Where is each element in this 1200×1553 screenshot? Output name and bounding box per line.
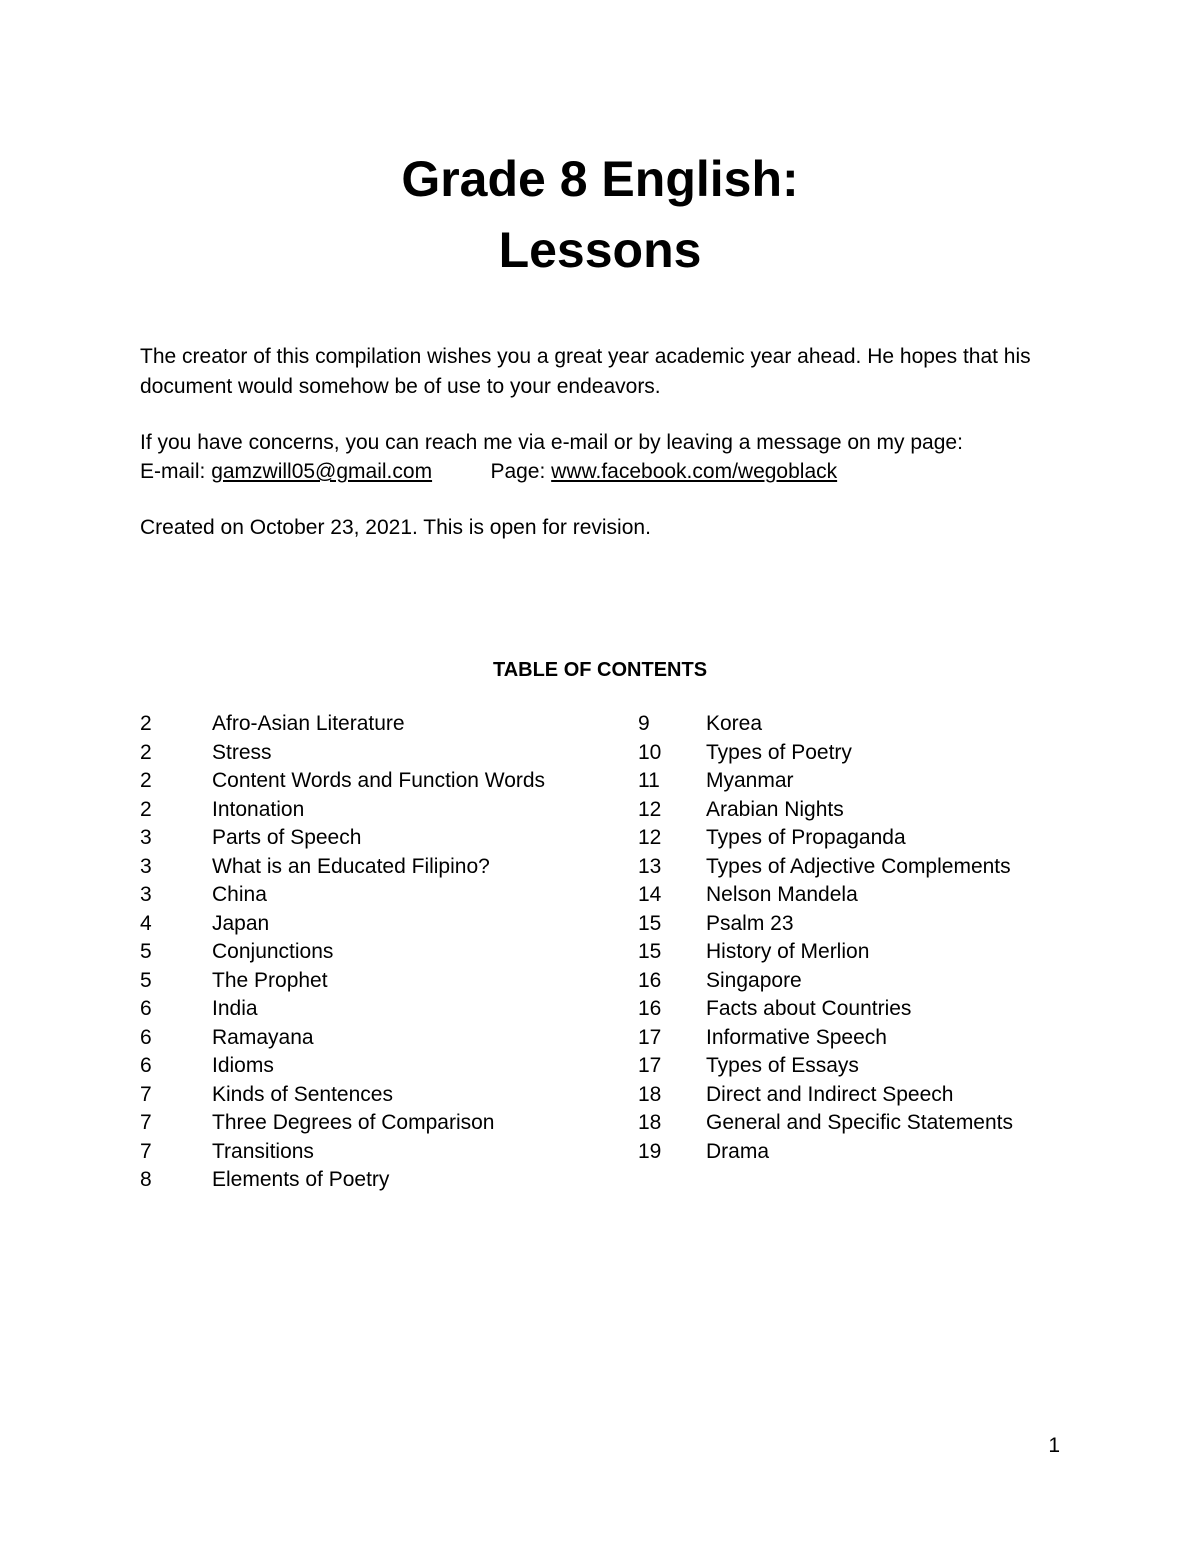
toc-entry-title: Kinds of Sentences xyxy=(212,1082,393,1106)
email-label: E-mail: xyxy=(140,460,212,483)
toc-page-number: 15 xyxy=(638,940,662,963)
toc-page-number: 5 xyxy=(140,968,152,992)
page-label: Page: xyxy=(490,460,552,483)
toc-entry-title: Elements of Poetry xyxy=(212,1168,390,1191)
toc-entry xyxy=(638,1024,1013,1053)
toc-entry-title: Stress xyxy=(212,740,272,764)
toc-entry-title: History of Merlion xyxy=(706,940,870,963)
toc-entry-title: Japan xyxy=(212,911,270,935)
toc-entry-title: Three Degrees of Comparison xyxy=(212,1111,495,1134)
toc-entry xyxy=(638,910,1013,939)
toc-entry-title: Nelson Mandela xyxy=(706,883,858,906)
toc-entry-title: India xyxy=(212,997,258,1020)
toc-entry xyxy=(638,881,1013,910)
toc-entry-title: Singapore xyxy=(706,968,802,992)
toc-entry xyxy=(638,1052,1013,1081)
toc-entry xyxy=(638,824,1013,853)
toc-page-number: 2 xyxy=(140,712,152,735)
toc-entry xyxy=(140,824,545,853)
toc-entry xyxy=(638,739,1013,768)
toc-page-number: 6 xyxy=(140,997,152,1020)
toc-page-number: 16 xyxy=(638,968,662,992)
toc-entry xyxy=(140,938,545,967)
toc-page-number: 12 xyxy=(638,797,662,821)
toc-page-number: 4 xyxy=(140,911,152,935)
toc-page-number: 6 xyxy=(140,1054,152,1077)
toc-entry-title: Afro-Asian Literature xyxy=(212,712,405,735)
toc-entry-title: Informative Speech xyxy=(706,1025,887,1049)
toc-page-number: 12 xyxy=(638,826,662,849)
toc-right-column xyxy=(638,710,1013,1166)
email-link[interactable]: gamzwill05@gmail.com xyxy=(211,460,433,483)
toc-entry-title: Drama xyxy=(706,1139,770,1163)
toc-page-number: 10 xyxy=(638,740,662,764)
toc-left-column xyxy=(140,710,545,1195)
toc-entry xyxy=(638,1109,1013,1138)
toc-entry-title: Transitions xyxy=(212,1139,314,1163)
toc-entry-title: Intonation xyxy=(212,797,305,821)
toc-page-number: 7 xyxy=(140,1082,152,1106)
toc-page-number: 18 xyxy=(638,1111,662,1134)
toc-entry xyxy=(638,853,1013,882)
page-number: 1 xyxy=(1048,1434,1060,1457)
toc-entry xyxy=(140,967,545,996)
toc-entry xyxy=(140,1166,545,1195)
concerns-paragraph: If you have concerns, you can reach me via e-mail or by leaving a message on my page: xyxy=(140,431,963,454)
toc-page-number: 7 xyxy=(140,1139,152,1163)
toc-entry xyxy=(638,1138,1013,1167)
toc-entry xyxy=(140,796,545,825)
toc-page-number: 11 xyxy=(638,769,660,792)
toc-entry-title: Ramayana xyxy=(212,1025,314,1049)
toc-entry-title: Types of Essays xyxy=(706,1054,859,1077)
toc-page-number: 5 xyxy=(140,940,152,963)
toc-entry xyxy=(140,881,545,910)
toc-entry xyxy=(140,1109,545,1138)
toc-heading: TABLE OF CONTENTS xyxy=(492,659,708,681)
toc-entry-title: The Prophet xyxy=(212,968,328,992)
toc-entry xyxy=(140,767,545,796)
toc-entry xyxy=(638,938,1013,967)
toc-entry-title: Arabian Nights xyxy=(706,797,844,821)
toc-entry xyxy=(638,767,1013,796)
created-note: Created on October 23, 2021. This is open for revision. xyxy=(140,516,651,539)
toc-entry xyxy=(140,910,545,939)
toc-entry xyxy=(638,1081,1013,1110)
toc-entry-title: General and Specific Statements xyxy=(706,1111,1014,1134)
toc-entry xyxy=(140,710,545,739)
toc-entry-title: Myanmar xyxy=(706,769,794,792)
toc-page-number: 15 xyxy=(638,911,662,935)
toc-entry xyxy=(638,995,1013,1024)
document-title-line-2: Lessons xyxy=(498,222,702,278)
toc-page-number: 3 xyxy=(140,883,152,906)
toc-page-number: 9 xyxy=(638,712,650,735)
toc-entry xyxy=(140,853,545,882)
toc-page-number: 18 xyxy=(638,1082,662,1106)
toc-page-number: 3 xyxy=(140,826,152,849)
toc-entry-title: Facts about Countries xyxy=(706,997,912,1020)
toc-entry xyxy=(638,967,1013,996)
toc-entry-title: Types of Propaganda xyxy=(706,826,906,849)
toc-entry-title: Content Words and Function Words xyxy=(212,769,546,792)
toc-entry xyxy=(140,1024,545,1053)
toc-page-number: 2 xyxy=(140,797,152,821)
toc-page-number: 17 xyxy=(638,1025,662,1049)
toc-page-number: 2 xyxy=(140,740,152,764)
toc-entry xyxy=(140,1052,545,1081)
contact-spacer xyxy=(432,460,490,483)
toc-entry xyxy=(638,710,1013,739)
toc-entry-title: Types of Poetry xyxy=(706,740,852,764)
toc-entry xyxy=(140,1081,545,1110)
toc-page-number: 7 xyxy=(140,1111,152,1134)
toc-entry-title: Idioms xyxy=(212,1054,274,1077)
toc-page-number: 8 xyxy=(140,1168,152,1191)
toc-page-number: 19 xyxy=(638,1139,662,1163)
toc-page-number: 3 xyxy=(140,854,152,878)
toc-entry-title: Conjunctions xyxy=(212,940,334,963)
toc-entry xyxy=(638,796,1013,825)
toc-page-number: 16 xyxy=(638,997,662,1020)
toc-entry-title: Korea xyxy=(706,712,763,735)
toc-entry-title: China xyxy=(212,883,267,906)
toc-page-number: 2 xyxy=(140,769,152,792)
toc-page-number: 13 xyxy=(638,854,662,878)
document-title-line-1: Grade 8 English: xyxy=(401,151,799,207)
toc-entry xyxy=(140,1138,545,1167)
toc-entry-title: Psalm 23 xyxy=(706,911,794,935)
intro-paragraph: The creator of this compilation wishes you a great year academic year ahead. He hopes that his document would somehow be of use to your endeavors. xyxy=(140,345,1031,398)
contact-line xyxy=(140,457,1100,487)
toc-entry-title: Types of Adjective Complements xyxy=(706,854,1011,878)
toc-entry xyxy=(140,995,545,1024)
toc-page-number: 6 xyxy=(140,1025,152,1049)
toc-entry-title: Parts of Speech xyxy=(212,826,362,849)
facebook-page-link[interactable]: www.facebook.com/wegoblack xyxy=(551,460,838,483)
toc-page-number: 17 xyxy=(638,1054,662,1077)
toc-entry-title: What is an Educated Filipino? xyxy=(212,854,490,878)
toc-page-number: 14 xyxy=(638,883,662,906)
toc-entry-title: Direct and Indirect Speech xyxy=(706,1082,954,1106)
toc-entry xyxy=(140,739,545,768)
